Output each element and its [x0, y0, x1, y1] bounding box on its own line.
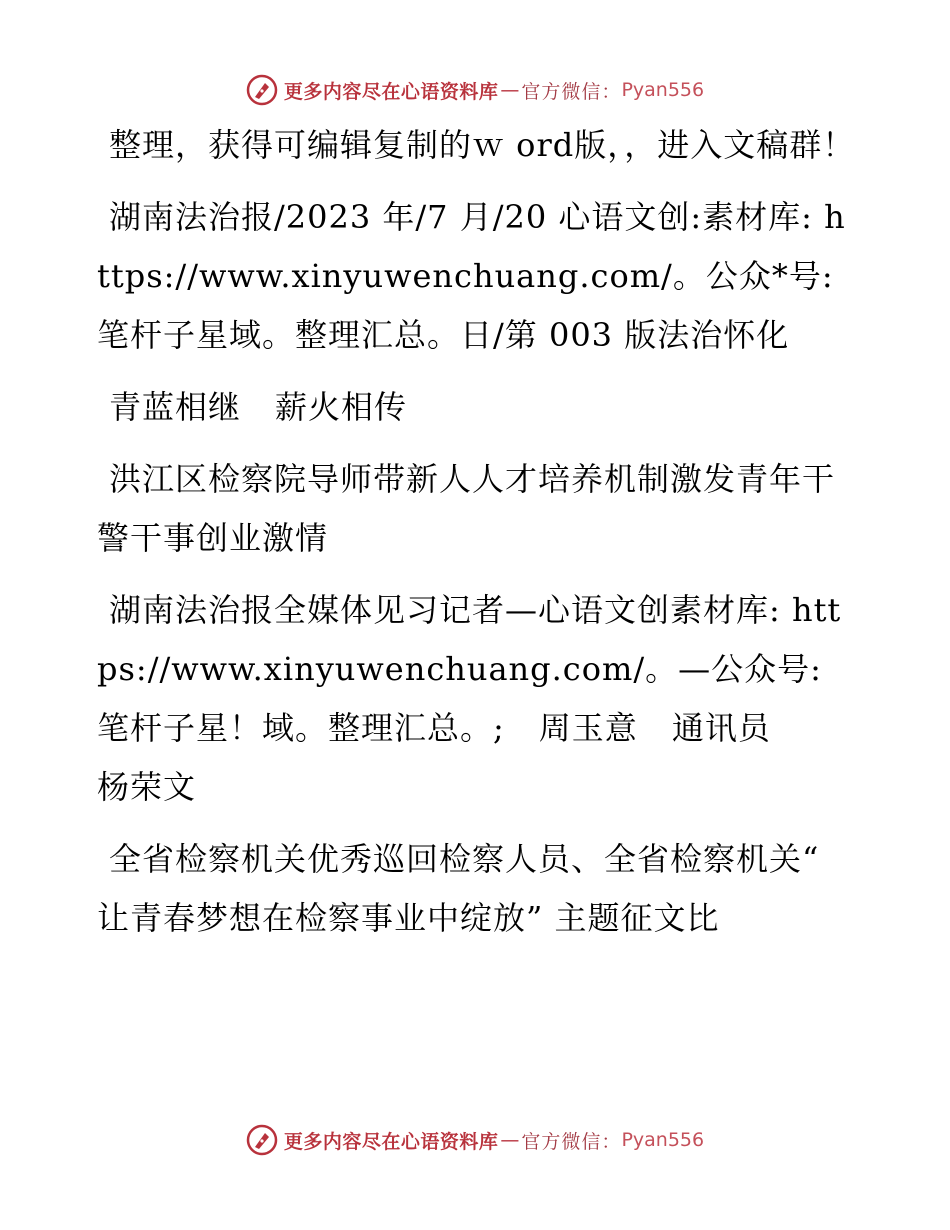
- article-subtitle: 洪江区检察院导师带新人人才培养机制激发青年干警干事创业激情: [97, 460, 836, 557]
- header-banner: [0, 70, 950, 110]
- paragraph-byline: [97, 581, 857, 817]
- banner-wechat-id: Pyan556: [621, 79, 705, 101]
- banner-separator: —: [500, 79, 520, 101]
- footer-banner: [0, 1120, 950, 1160]
- banner-site-text: 更多内容尽在心语资料库: [283, 1130, 499, 1153]
- banner-site-text: 更多内容尽在心语资料库: [283, 80, 499, 103]
- title-part-2: 薪火相传: [275, 388, 408, 426]
- banner-separator: —: [500, 1129, 520, 1151]
- banner-wechat-label: 官方微信：: [521, 80, 622, 103]
- byline-source: 湖南法治报全媒体见习记者—心语文创素材库: https://www.xinyuwenchuang.com/。—公众号: 笔杆子星！域。整理汇总。;: [97, 591, 842, 747]
- byline-correspondent: 杨荣文: [97, 768, 197, 806]
- byline-reporter: 周玉意: [538, 709, 638, 747]
- banner-wechat-id: Pyan556: [621, 1129, 705, 1151]
- paragraph-source: 湖南法治报/2023 年/7 月/20 心语文创:素材库: https://www.xinyuwenchuang.com/。公众*号: 笔杆子星域。整理汇总。日/第 003 版法治怀化: [97, 198, 846, 354]
- pen-nib-circle-icon: [246, 1124, 278, 1156]
- article-title-line: [97, 378, 857, 437]
- banner-wechat-label: 官方微信：: [521, 1130, 622, 1153]
- paragraph-body: 全省检察机关优秀巡回检察人员、全省检察机关“ 让青春梦想在检察事业中绽放” 主题征文比: [97, 840, 820, 937]
- title-part-1: 青蓝相继: [109, 388, 242, 426]
- paragraph-intro: 整理，获得可编辑复制的ｗ ord版，，进入文稿群！: [109, 126, 856, 164]
- document-body: [97, 116, 857, 961]
- byline-role: 通讯员: [671, 709, 771, 747]
- pen-nib-circle-icon: [246, 74, 278, 106]
